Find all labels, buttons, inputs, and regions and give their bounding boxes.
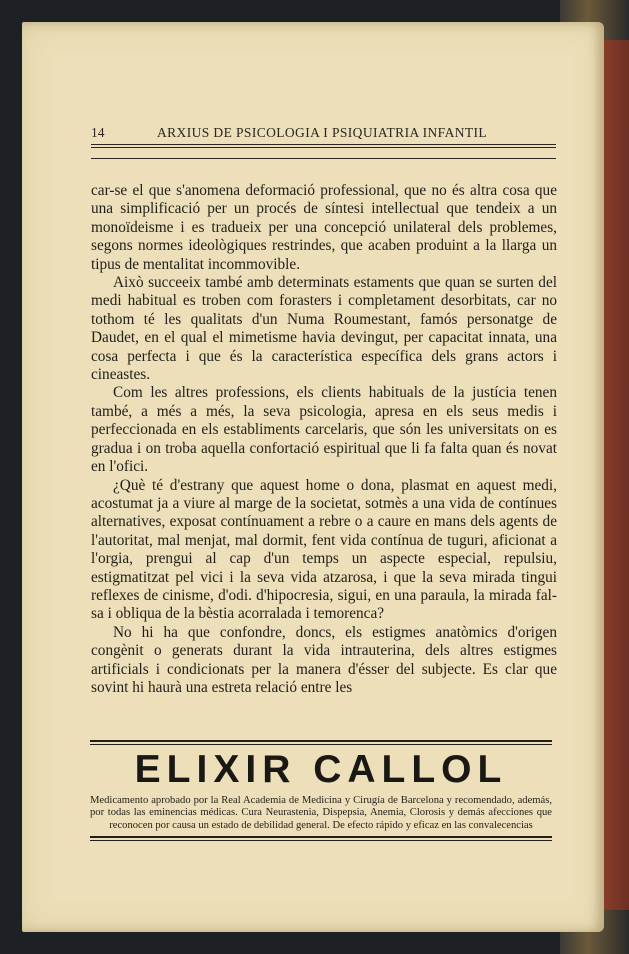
ad-top-rule <box>90 740 552 745</box>
running-title: ARXIUS DE PSICOLOGIA I PSIQUIATRIA INFANTIL <box>157 125 488 140</box>
paragraph: Com les altres professions, els clients habituals de la justícia tenen també, a més a més, la seva psicologia, apresa en els seus medis i perfeccionada en els establiments carcelaris, que són les universitats on es gradua i on troba aquella confortació espiritual que li fa falta quan és novat en l'ofici. <box>91 384 557 476</box>
ad-text: Medicamento aprobado por la Real Academia de Medicina y Cirugía de Barcelona y recomendado, además, por todas las eminencias médicas. Cura Neurastenia, Dispepsia, Anemia, Clorosis y demás afecciones que reconocen por causa un estado de debilidad general. De efecto rápido y eficaz en las convalecencias <box>90 795 552 831</box>
body-text <box>91 182 557 697</box>
ad-bottom-rule <box>90 836 552 841</box>
paragraph: No hi ha que confondre, doncs, els estigmes anatòmics d'origen congènit o generats durant la vida intrauterina, dels altres estigmes artificials i condicionats per la manera d'ésser del subjecte. Es clar que sovint hi haurà una estreta relació entre les <box>91 623 557 696</box>
paragraph: car-se el que s'anomena deformació professional, que no és altra cosa que una simplificació per un procés de síntesi intellectual que tendeix a un monoïdeisme i es tradueix per una concepció unilateral dels problemes, segons normes ideològiques restrindes, que acaben produint a la llarga un tipus de mentalitat incommovible. <box>91 182 557 273</box>
paragraph: ¿Què té d'estrany que aquest home o dona, plasmat en aquest medi, acostumat ja a viure al marge de la societat, sotmès a una vida de contínues alternatives, exposat contínuament a rebre o a caure en mans dels agents de l'autoritat, mal menjat, mal dormit, fent vida contínua de tuguri, aficionat a l'orgia, prengui al cap d'un temps un aspecte especial, repulsiu, estigmatitzat pel vici i la seva vida atzarosa, i que la seva mirada tingui reflexes de cinisme, d'odi. d'hipocresia, sigui, en una paraula, la mirada falsa i obliqua de la bèstia acorralada i temorenca? <box>91 476 557 623</box>
advertisement <box>90 740 552 841</box>
header-rule-thin <box>91 158 556 159</box>
page-number: 14 <box>91 125 105 140</box>
book-cover-spine <box>600 40 629 910</box>
page-header <box>91 125 556 159</box>
paragraph: Això succeeix també amb determinats estaments que quan se surten del medi habitual es troben com forasters i completament desorbitats, car no tothom té les qualitats d'un Numa Roumestant, famós personatge de Daudet, en el qual el mimetisme havia devingut, per capacitat innata, una cosa perfecta i que és la característica específica dels grans actors i cineastes. <box>91 274 557 384</box>
ad-title: ELIXIR CALLOL <box>134 748 508 791</box>
header-rule <box>91 144 556 148</box>
